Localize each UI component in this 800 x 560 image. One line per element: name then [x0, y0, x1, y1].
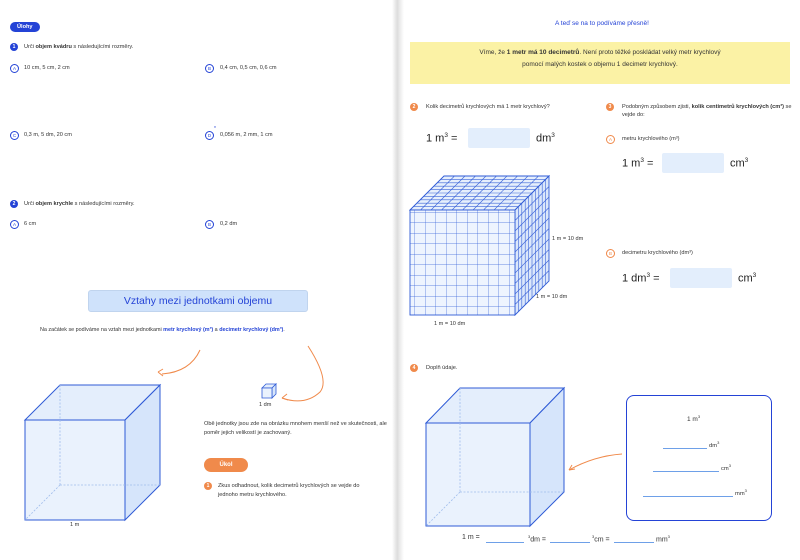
- q3-b-eq-left-text: 1 dm: [622, 272, 647, 285]
- q4-bottom-4-sup: 3: [667, 534, 670, 539]
- q3-b-eq-left-sup: 3: [646, 272, 651, 279]
- task2-pre: Urči: [24, 201, 36, 207]
- task1-a-letter: A: [10, 64, 19, 73]
- q4-illustration: [404, 378, 634, 528]
- task2-post: s následujícími rozměry.: [73, 201, 135, 207]
- q2-number: 2: [410, 103, 418, 111]
- info-box: [410, 42, 790, 84]
- q3-b-text: decimetru krychlového (dm³): [622, 250, 693, 256]
- task2-b-value: 0,2 dm: [220, 221, 238, 227]
- task1-b-letter: B: [205, 64, 214, 73]
- task-pill: Úkol: [204, 458, 248, 472]
- task2-bold: objem krychle: [35, 201, 74, 207]
- q3-a-text: metru krychlového (m³): [622, 136, 680, 142]
- q3-a-eq-unit-text: cm: [730, 157, 745, 170]
- q4-blank-mm[interactable]: [643, 496, 733, 497]
- grid-cube-right-label: 1 m = 10 dm: [552, 236, 584, 242]
- q4-unit-cm-text: cm: [721, 465, 729, 472]
- q4-panel-top-text: 1 m: [687, 416, 698, 424]
- q3-a-letter: A: [606, 135, 615, 144]
- grid-cube: [404, 170, 604, 320]
- q2-text: Kolik decimetrů krychlových má 1 metr krychlový?: [426, 104, 550, 110]
- info-line2: pomocí malých kostek o objemu 1 decimetr krychlový.: [522, 61, 678, 68]
- q3-a-eq-unit-sup: 3: [744, 157, 749, 164]
- q3-b-eq-unit: [738, 272, 756, 285]
- q2-eq-sign: =: [447, 132, 458, 145]
- grid-cube-bottom-right-label: 1 m = 10 dm: [536, 294, 568, 300]
- q3-a-eq-left-text: 1 m: [622, 157, 641, 170]
- q4-bottom-1-text: 1 m =: [462, 534, 480, 541]
- task1-pre: Urči: [24, 44, 36, 50]
- task1-c-letter: C: [10, 131, 19, 140]
- q4-panel-top: [687, 414, 700, 423]
- q3-a-eq-unit: [730, 157, 748, 170]
- q3-a-eq-sign: =: [643, 157, 654, 170]
- q4-blank-cm[interactable]: [653, 471, 719, 472]
- q3-text: [622, 103, 792, 119]
- q4-text: Doplň údaje.: [426, 365, 458, 371]
- q4-unit-mm-sup: 3: [744, 488, 747, 493]
- task2-a-letter: A: [10, 220, 19, 229]
- task2-b-letter: B: [205, 220, 214, 229]
- q4-bottom-blank-mm[interactable]: [614, 542, 654, 543]
- q3-bold: kolik centimetrů krychlových (cm³): [691, 104, 784, 110]
- q4-unit-mm-text: mm: [735, 490, 745, 497]
- q4-blank-dm[interactable]: [663, 448, 707, 449]
- q3-b-eq-left: [622, 272, 660, 285]
- grid-cube-bottom-label: 1 m = 10 dm: [434, 321, 466, 327]
- q4-bottom-blank-cm[interactable]: [550, 542, 590, 543]
- q3-b-eq-unit-text: cm: [738, 272, 753, 285]
- task1-d-letter: D: [205, 131, 214, 140]
- task2-a-value: 6 cm: [24, 221, 37, 227]
- left-illustration: [0, 330, 392, 560]
- q3-b-answer-input[interactable]: [670, 268, 732, 288]
- intro-dm3: decimetr krychlový (dm³): [219, 327, 284, 333]
- info-pre: Víme, že: [479, 49, 507, 56]
- section-title: Vztahy mezi jednotkami objemu: [88, 290, 308, 312]
- intro-m3: metr krychlový (m³): [163, 327, 214, 333]
- task2-instruction: [24, 201, 135, 208]
- task1-number: 1: [10, 43, 18, 51]
- q2-answer-input[interactable]: [468, 128, 530, 148]
- q4-bottom-blank-dm[interactable]: [486, 542, 524, 543]
- q3-number: 3: [606, 103, 614, 111]
- task1-c-value: 0,3 m, 5 dm, 20 cm: [24, 132, 72, 138]
- q4-bottom-3-text: cm =: [594, 536, 610, 544]
- q4-bottom-3-sup: 3: [592, 534, 595, 539]
- task-item-number: 1: [204, 482, 212, 490]
- task2-number: 2: [10, 200, 18, 208]
- q4-panel: [626, 395, 772, 521]
- q4-arrow: [569, 454, 622, 470]
- arrow-to-big-cube-head: [158, 369, 163, 376]
- task1-post: s následujícími rozměry.: [71, 44, 134, 50]
- task1-d-star: *: [214, 126, 216, 132]
- task1-d-value: 0,056 m, 2 mm, 1 cm: [220, 132, 273, 138]
- q4-number: 4: [410, 364, 418, 372]
- q3-pre: Podobným způsobem zjisti,: [622, 104, 692, 110]
- right-page: [404, 0, 800, 560]
- arrow-to-big-cube: [162, 350, 200, 374]
- info-bold: 1 metr má 10 decimetrů: [506, 49, 580, 56]
- task1-a-value: 10 cm, 5 cm, 2 cm: [24, 65, 70, 71]
- q3-a-eq-left-sup: 3: [640, 157, 644, 164]
- q4-cube: [426, 388, 564, 526]
- grid-cube-front: [410, 210, 515, 315]
- q2-eq-left-sup: 3: [444, 132, 448, 139]
- q2-eq-left: [426, 132, 457, 145]
- q3-a-eq-left: [622, 157, 653, 170]
- task1-bold: objem kvádru: [35, 44, 72, 50]
- q4-unit-dm-text: dm: [709, 442, 718, 449]
- book-gutter: [392, 0, 404, 560]
- q4-unit-cm-sup: 3: [728, 463, 731, 468]
- info-post: . Není proto těžké poskládat velký metr krychlový: [579, 49, 721, 56]
- q4-bottom-3: [592, 534, 610, 543]
- q4-bottom-4: [656, 534, 670, 543]
- task-item-text: Zkus odhadnout, kolik decimetrů krychlových se vejde do jednoho metru krychlového.: [218, 483, 360, 498]
- task1-b-value: 0,4 cm, 0,5 cm, 0,6 cm: [220, 65, 277, 71]
- big-cube: [25, 385, 160, 520]
- q4-unit-dm-sup: 3: [717, 440, 720, 445]
- q2-eq-unit-text: dm: [536, 132, 552, 145]
- q4-unit-cm: [721, 463, 731, 472]
- q2-eq-unit-sup: 3: [551, 132, 555, 139]
- big-cube-label: 1 m: [70, 522, 80, 528]
- q3-b-eq-unit-sup: 3: [752, 272, 757, 279]
- q3-post: se vejde do:: [622, 104, 792, 118]
- intro-mid: a: [213, 327, 220, 333]
- small-cube-label: 1 dm: [259, 402, 272, 408]
- info-line1: [410, 47, 790, 59]
- q4-panel-top-sup: 3: [697, 414, 701, 419]
- right-heading: A teď se na to podíváme přesně!: [555, 20, 649, 27]
- arrow-to-small-cube: [282, 346, 323, 401]
- intro-post: .: [283, 327, 285, 333]
- q3-a-answer-input[interactable]: [662, 153, 724, 173]
- scale-note: Obě jednotky jsou zde na obrázku mnohem menší než ve skutečnosti, ale poměr jejich velikostí je zachovaný.: [204, 421, 387, 436]
- q4-unit-dm: [709, 440, 719, 449]
- tasks-pill: Úlohy: [10, 22, 40, 32]
- small-cube: [262, 384, 276, 398]
- q4-bottom-2-text: dm =: [530, 536, 546, 544]
- q2-eq-left-text: 1 m: [426, 132, 445, 145]
- q2-eq-unit: [536, 132, 555, 145]
- q4-unit-mm: [735, 488, 747, 497]
- q3-b-letter: B: [606, 249, 615, 258]
- left-page: [0, 0, 392, 560]
- task1-instruction: [24, 44, 133, 51]
- q4-bottom-1: [462, 534, 480, 541]
- q4-bottom-2-sup: 3: [528, 534, 531, 539]
- q3-b-eq-sign: =: [650, 272, 660, 285]
- q4-bottom-2: [528, 534, 546, 543]
- q4-bottom-4-text: mm: [656, 536, 668, 544]
- intro-pre: Na začátek se podíváme na vztah mezi jednotkami: [40, 327, 164, 333]
